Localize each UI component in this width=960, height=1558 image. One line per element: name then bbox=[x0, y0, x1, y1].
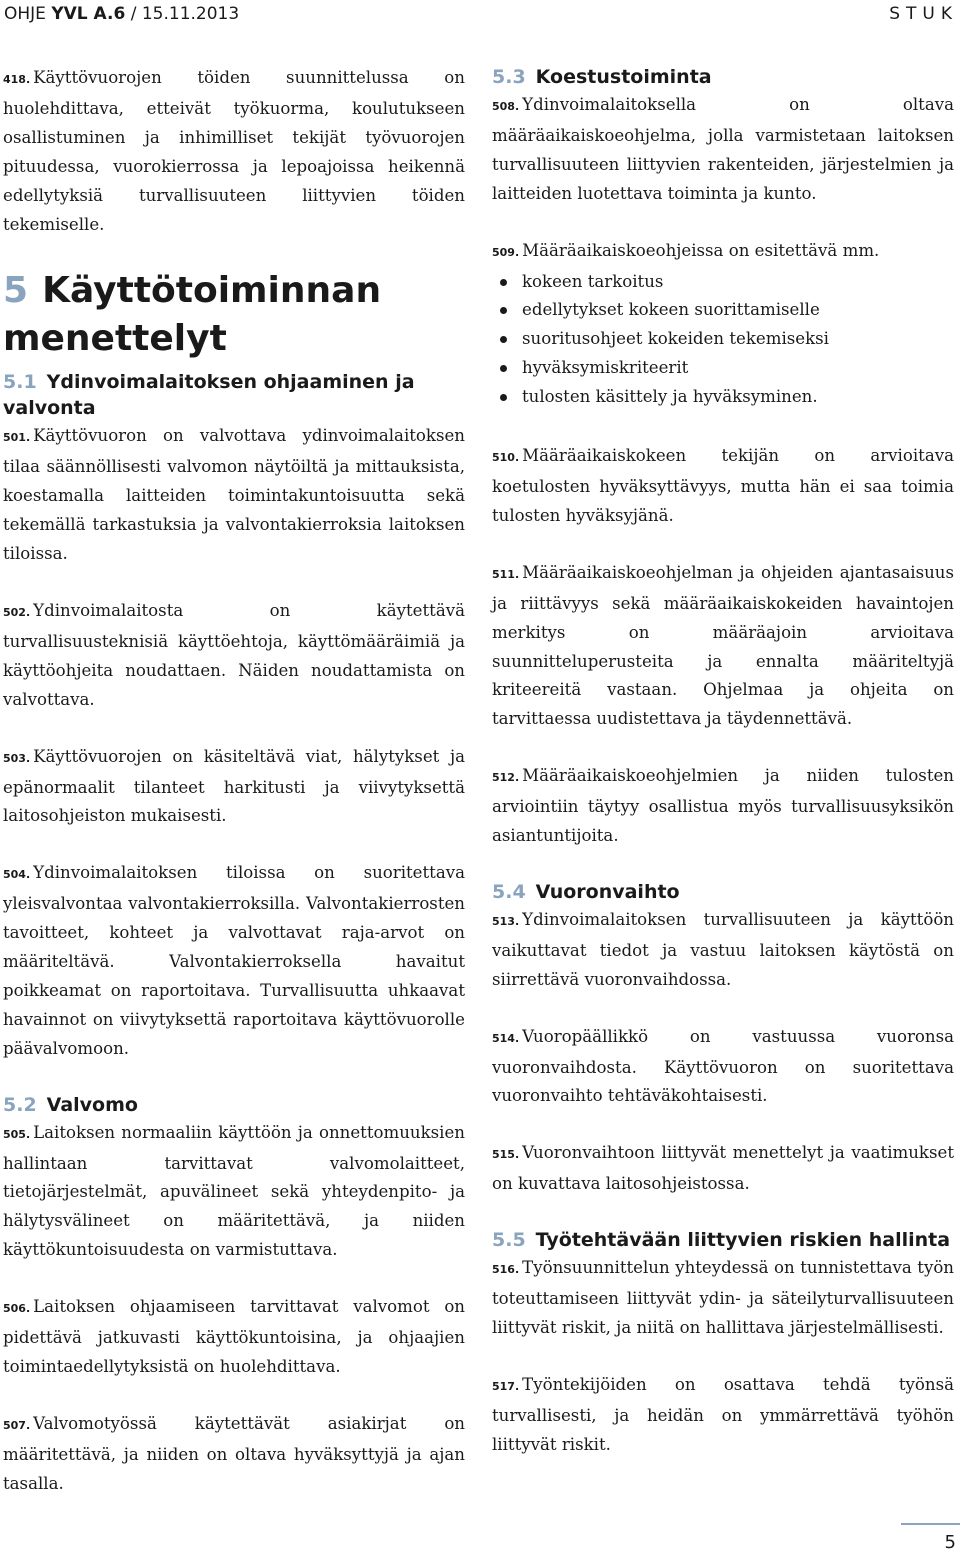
paragraph-504 bbox=[3, 859, 465, 1063]
paragraph-text: Käyttövuorojen on käsiteltävä viat, hälytykset ja epänormaalit tilanteet harkitusti ja viivytyksettä laitosohjeiston mukaisesti. bbox=[3, 746, 465, 826]
paragraph-number: 512. bbox=[492, 771, 520, 785]
document-id bbox=[4, 0, 239, 28]
paragraph-515 bbox=[492, 1139, 954, 1199]
list-item: tulosten käsittely ja hyväksyminen. bbox=[492, 383, 954, 412]
footer-rule bbox=[901, 1523, 960, 1525]
paragraph-513 bbox=[492, 906, 954, 995]
paragraph-number: 504. bbox=[3, 868, 31, 882]
section-heading-5-2 bbox=[3, 1092, 465, 1118]
paragraph-text: Vuoronvaihtoon liittyvät menettelyt ja vaatimukset on kuvattava laitosohjeistossa. bbox=[492, 1143, 954, 1194]
section-number: 5.1 bbox=[3, 371, 37, 394]
paragraph-number: 505. bbox=[3, 1127, 31, 1141]
paragraph-text: Työntekijöiden on osattava tehdä työnsä turvallisesti, ja heidän on ymmärrettävä työhön liittyvät riskit. bbox=[492, 1374, 954, 1454]
paragraph-514 bbox=[492, 1023, 954, 1112]
doc-date: / 15.11.2013 bbox=[125, 4, 240, 24]
page-number: 5 bbox=[944, 1532, 956, 1553]
paragraph-508 bbox=[492, 91, 954, 209]
section-title: Valvomo bbox=[46, 1093, 138, 1116]
list-item: kokeen tarkoitus bbox=[492, 268, 954, 297]
paragraph-text: Määräaikaiskoeohjelman ja ohjeiden ajantasaisuus ja riittävyys sekä määräaikaiskokeiden havaintojen merkitys on määräajoin arvioitava suunnitteluperusteita ja ennalta määriteltyjä kriteereitä vastaan. Ohjelmaa ja ohjeita on tarvittaessa uudistettava ja täydennettävä. bbox=[492, 562, 954, 729]
page-header bbox=[0, 0, 960, 28]
organization: STUK bbox=[889, 4, 958, 24]
paragraph-number: 509. bbox=[492, 245, 520, 259]
section-number: 5.3 bbox=[492, 66, 526, 88]
section-heading-5-4 bbox=[492, 879, 954, 905]
section-heading-5-3 bbox=[492, 64, 954, 90]
paragraph-text: Laitoksen normaaliin käyttöön ja onnettomuuksien hallintaan tarvittavat valvomolaitteet, tietojärjestelmät, apuvälineet sekä yhteydenpito- ja hälytysvälineet on määritettävä, ja niiden käyttökuntoisuudesta on varmistuttava. bbox=[3, 1122, 465, 1260]
left-column bbox=[3, 64, 465, 1527]
section-title: Työtehtävään liittyvien riskien hallinta bbox=[535, 1229, 951, 1252]
chapter-title: Käyttötoiminnan menettelyt bbox=[3, 270, 382, 360]
paragraph-text: Ydinvoimalaitosta on käytettävä turvallisuusteknisiä käyttöehtoja, käyttömääräimiä ja käyttöohjeita noudattaen. Näiden noudattamista on valvottava. bbox=[3, 600, 465, 709]
paragraph-number: 507. bbox=[3, 1418, 31, 1432]
right-column bbox=[492, 64, 954, 1488]
paragraph-number: 501. bbox=[3, 431, 31, 445]
paragraph-number: 510. bbox=[492, 451, 520, 465]
paragraph-number: 503. bbox=[3, 751, 31, 765]
paragraph-number: 514. bbox=[492, 1031, 520, 1045]
section-title: Koestustoiminta bbox=[535, 66, 712, 88]
paragraph-text: Määräaikaiskoeohjeissa on esitettävä mm. bbox=[522, 240, 880, 260]
paragraph-text: Ydinvoimalaitoksen tiloissa on suoritettava yleisvalvontaa valvontakierroksilla. Valvontakierrosten tavoitteet, kohteet ja valvottavat raja-arvot on määriteltävä. Valvontakierroksella havaitut poikkeamat on raportoitava. Turvallisuutta uhkaavat havainnot on viivytyksettä raportoitava käyttövuorolle päävalvomoon. bbox=[3, 863, 465, 1058]
section-number: 5.2 bbox=[3, 1093, 37, 1116]
paragraph-number: 517. bbox=[492, 1379, 520, 1393]
chapter-number: 5 bbox=[3, 270, 29, 312]
bullet-list bbox=[492, 268, 954, 413]
paragraph-503 bbox=[3, 743, 465, 832]
list-item: hyväksymiskriteerit bbox=[492, 354, 954, 383]
paragraph-text: Määräaikaiskoeohjelmien ja niiden tulosten arviointiin täytyy osallistua myös turvallisuusyksikön asiantuntijoita. bbox=[492, 766, 954, 846]
paragraph-517 bbox=[492, 1371, 954, 1460]
section-number: 5.5 bbox=[492, 1229, 526, 1252]
paragraph-text: Ydinvoimalaitoksen turvallisuuteen ja käyttöön vaikuttavat tiedot ja vastuu laitoksen käytöstä on siirrettävä vuoronvaihdossa. bbox=[492, 909, 954, 989]
paragraph-501 bbox=[3, 422, 465, 569]
paragraph-number: 506. bbox=[3, 1302, 31, 1316]
paragraph-text: Määräaikaiskokeen tekijän on arvioitava koetulosten hyväksyttävyys, mutta hän ei saa toimia tulosten hyväksyjänä. bbox=[492, 446, 954, 525]
paragraph-number: 502. bbox=[3, 605, 31, 619]
paragraph-510 bbox=[492, 442, 954, 531]
section-title: Vuoronvaihto bbox=[535, 880, 680, 903]
paragraph-text: Valvomotyössä käytettävät asiakirjat on määritettävä, ja niiden on oltava hyväksyttyjä ja ajan tasalla. bbox=[3, 1413, 465, 1493]
paragraph-number: 513. bbox=[492, 914, 520, 928]
section-number: 5.4 bbox=[492, 880, 526, 903]
list-item: edellytykset kokeen suorittamiselle bbox=[492, 296, 954, 325]
chapter-heading bbox=[3, 267, 465, 363]
paragraph-number: 515. bbox=[492, 1148, 520, 1162]
section-heading-5-5 bbox=[492, 1227, 954, 1253]
paragraph-text: Käyttövuoron on valvottava ydinvoimalaitoksen tilaa säännöllisesti valvomon näytöiltä ja mittauksista, koestamalla laitteiden toimintakuntoisuutta sekä tekemällä tarkastuksia ja valvontakierroksia laitoksen tiloissa. bbox=[3, 426, 465, 564]
paragraph-502 bbox=[3, 597, 465, 715]
paragraph-512 bbox=[492, 762, 954, 851]
paragraph-418 bbox=[3, 64, 465, 239]
section-heading-5-1 bbox=[3, 369, 465, 421]
doc-prefix: OHJE bbox=[4, 4, 52, 24]
paragraph-text: Ydinvoimalaitoksella on oltava määräaikaiskoeohjelma, jolla varmistetaan laitoksen turvallisuuteen liittyvien rakenteiden, järjestelmien ja laitteiden luotettava toiminta ja kunto. bbox=[492, 95, 954, 203]
paragraph-number: 418. bbox=[3, 73, 31, 86]
paragraph-507 bbox=[3, 1410, 465, 1499]
doc-code: YVL A.6 bbox=[51, 4, 126, 24]
paragraph-506 bbox=[3, 1293, 465, 1382]
list-item: suoritusohjeet kokeiden tekemiseksi bbox=[492, 325, 954, 354]
section-title: Ydinvoimalaitoksen ohjaaminen ja valvonta bbox=[3, 371, 415, 420]
paragraph-text: Työnsuunnittelun yhteydessä on tunnistettava työn toteuttamiseen liittyvät ydin- ja säteilyturvallisuuteen liittyvät riskit, ja niitä on hallittava järjestelmällisesti. bbox=[492, 1258, 954, 1337]
paragraph-number: 511. bbox=[492, 567, 520, 581]
paragraph-text: Käyttövuorojen töiden suunnittelussa on huolehdittava, etteivät työkuorma, koulutukseen osallistuminen ja inhimilliset tekijät työvuorojen pituudessa, vuorokierrossa ja lepoajoissa heikennä edellytyksiä turvallisuuteen liittyvien töiden tekemiselle. bbox=[3, 68, 465, 234]
paragraph-505 bbox=[3, 1119, 465, 1266]
paragraph-number: 516. bbox=[492, 1263, 520, 1277]
paragraph-text: Vuoropäällikkö on vastuussa vuoronsa vuoronvaihdosta. Käyttövuoron on suoritettava vuoronvaihto tehtäväkohtaisesti. bbox=[492, 1026, 954, 1106]
paragraph-516 bbox=[492, 1254, 954, 1343]
paragraph-509 bbox=[492, 237, 954, 268]
paragraph-511 bbox=[492, 559, 954, 734]
paragraph-text: Laitoksen ohjaamiseen tarvittavat valvomot on pidettävä jatkuvasti käyttökuntoisina, ja ohjaajien toimintaedellytyksistä on huolehdittava. bbox=[3, 1297, 465, 1376]
paragraph-number: 508. bbox=[492, 100, 520, 113]
